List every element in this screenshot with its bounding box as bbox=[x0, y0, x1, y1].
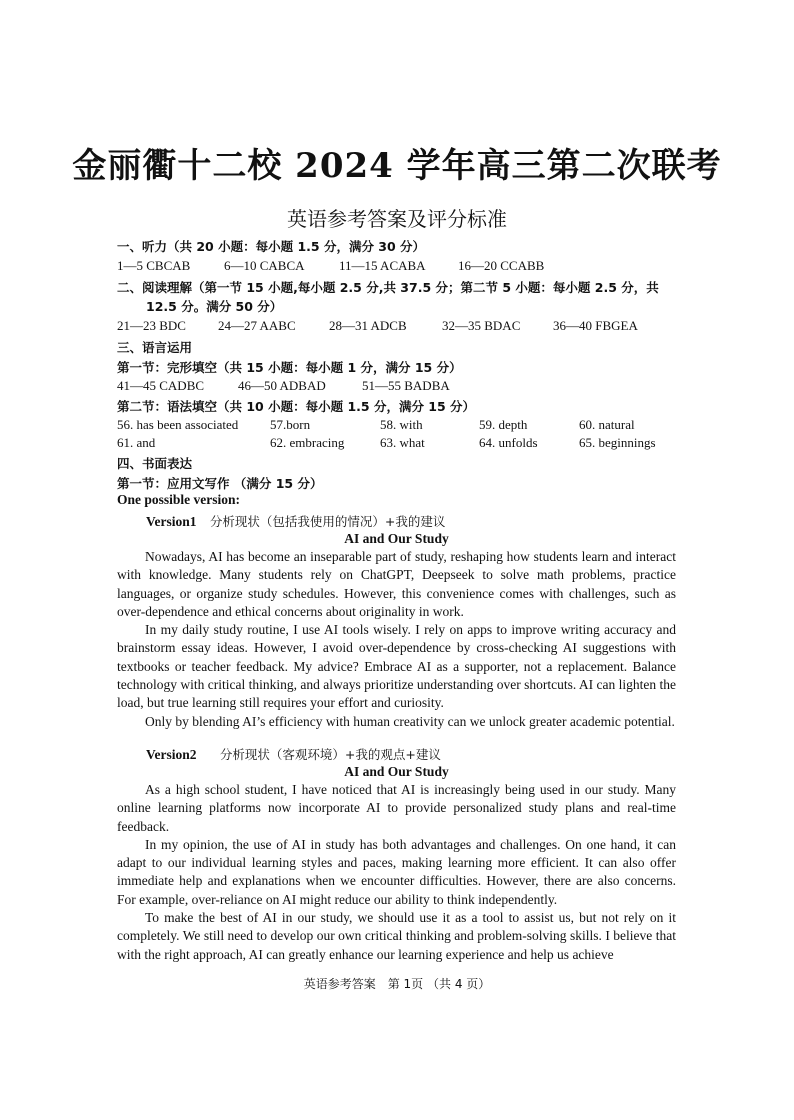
answer-group: 1—5 CBCAB bbox=[117, 258, 191, 273]
answer-item: 56. has been associated bbox=[117, 417, 239, 432]
answer-group: 6—10 CABCA bbox=[224, 258, 305, 273]
answer-group: 28—31 ADCB bbox=[329, 318, 407, 333]
section-reading-heading-cont: 12.5 分。满分 50 分） bbox=[146, 299, 283, 314]
answer-item: 60. natural bbox=[579, 417, 635, 432]
answer-group: 21—23 BDC bbox=[117, 318, 186, 333]
listening-answers bbox=[117, 258, 544, 274]
grammar-answers-row-2 bbox=[117, 435, 656, 451]
answer-group: 46—50 ADBAD bbox=[238, 378, 326, 393]
answer-group: 51—55 BADBA bbox=[362, 378, 450, 393]
grammar-fill-heading: 第二节：语法填空（共 10 小题：每小题 1.5 分，满分 15 分） bbox=[117, 399, 476, 414]
answer-item: 58. with bbox=[380, 417, 423, 432]
page-subtitle: 英语参考答案及评分标准 bbox=[287, 207, 507, 231]
version2-header bbox=[146, 745, 441, 763]
possible-version-label: One possible version: bbox=[117, 492, 241, 507]
answer-item: 62. embracing bbox=[270, 435, 345, 450]
cloze-answers bbox=[117, 378, 450, 394]
answer-item: 65. beginnings bbox=[579, 435, 656, 450]
answer-item: 63. what bbox=[380, 435, 425, 450]
version1-label: Version1 bbox=[146, 514, 197, 529]
section-writing-heading: 四、书面表达 bbox=[117, 456, 193, 471]
answer-group: 11—15 ACABA bbox=[339, 258, 426, 273]
answer-group: 16—20 CCABB bbox=[458, 258, 545, 273]
essay-paragraph: As a high school student, I have noticed that AI is increasingly being used in our study. Many online learning platforms now incorporate AI to provide personalized study plans and real-time feedback. bbox=[117, 782, 676, 834]
essay-paragraph: To make the best of AI in our study, we should use it as a tool to assist us, but not rely on it completely. We still need to develop our own critical thinking and problem-solving skills. I believe that with the right approach, AI can greatly enhance our learning experience and help us achieve bbox=[117, 910, 676, 962]
answer-group: 24—27 AABC bbox=[218, 318, 296, 333]
answer-group: 32—35 BDAC bbox=[442, 318, 521, 333]
answer-item: 61. and bbox=[117, 435, 156, 450]
answer-group: 41—45 CADBC bbox=[117, 378, 205, 393]
answer-item: 64. unfolds bbox=[479, 435, 538, 450]
answer-item: 59. depth bbox=[479, 417, 528, 432]
answer-item: 57.born bbox=[270, 417, 311, 432]
page-footer: 英语参考答案 第 1页 （共 4 页） bbox=[303, 977, 491, 991]
version1-description: 分析现状（包括我使用的情况）+我的建议 bbox=[209, 514, 446, 529]
version1-essay bbox=[117, 548, 676, 731]
essay-paragraph: In my daily study routine, I use AI tools wisely. I rely on apps to improve writing accuracy and brainstorm essay ideas. However, I avoid over-dependence by cross-checking AI suggestions with textbooks or teacher feedback. My advice? Embrace AI as a supporter, not a replacement. Balance technology with critical thinking, and always prioritize understanding over shortcuts. AI can lighten the load, but true learning still requires your effort and curiosity. bbox=[117, 622, 676, 711]
page-title: 金丽衢十二校 2024 学年高三第二次联考 bbox=[72, 146, 722, 186]
section-listening-heading: 一、听力（共 20 小题：每小题 1.5 分，满分 30 分） bbox=[117, 239, 426, 254]
answer-group: 36—40 FBGEA bbox=[553, 318, 638, 333]
practical-writing-heading: 第一节：应用文写作 （满分 15 分） bbox=[117, 476, 323, 491]
section-reading-heading: 二、阅读理解（第一节 15 小题,每小题 2.5 分,共 37.5 分；第二节 5 小题：每小题 2.5 分，共 bbox=[117, 280, 659, 295]
cloze-heading: 第一节：完形填空（共 15 小题：每小题 1 分，满分 15 分） bbox=[117, 360, 462, 375]
reading-answers bbox=[117, 318, 638, 334]
version1-essay-title: AI and Our Study bbox=[344, 531, 449, 546]
essay-paragraph: Nowadays, AI has become an inseparable part of study, reshaping how students learn and interact with knowledge. Many students rely on ChatGPT, Deepseek to solve math problems, practice languages, or organize study schedules. However, this convenience comes with challenges, such as over-dependence and ethical concerns about originality in work. bbox=[117, 549, 676, 619]
version2-description: 分析现状（客观环境）+我的观点+建议 bbox=[219, 747, 441, 762]
version2-label: Version2 bbox=[146, 747, 197, 762]
version1-header bbox=[146, 512, 445, 530]
section-language-heading: 三、语言运用 bbox=[117, 340, 193, 355]
essay-paragraph: Only by blending AI’s efficiency with human creativity can we unlock greater academic potential. bbox=[145, 713, 675, 729]
grammar-answers-row-1 bbox=[117, 417, 635, 433]
version2-essay-title: AI and Our Study bbox=[344, 764, 449, 779]
essay-paragraph: In my opinion, the use of AI in study has both advantages and challenges. On one hand, it can adapt to our individual learning styles and paces, making learning more efficient. It can also offer immediate help and explanations when we encounter difficulties. However, there are also concerns. For example, over-reliance on AI might reduce our ability to think independently. bbox=[117, 836, 676, 907]
version2-essay bbox=[117, 781, 676, 964]
